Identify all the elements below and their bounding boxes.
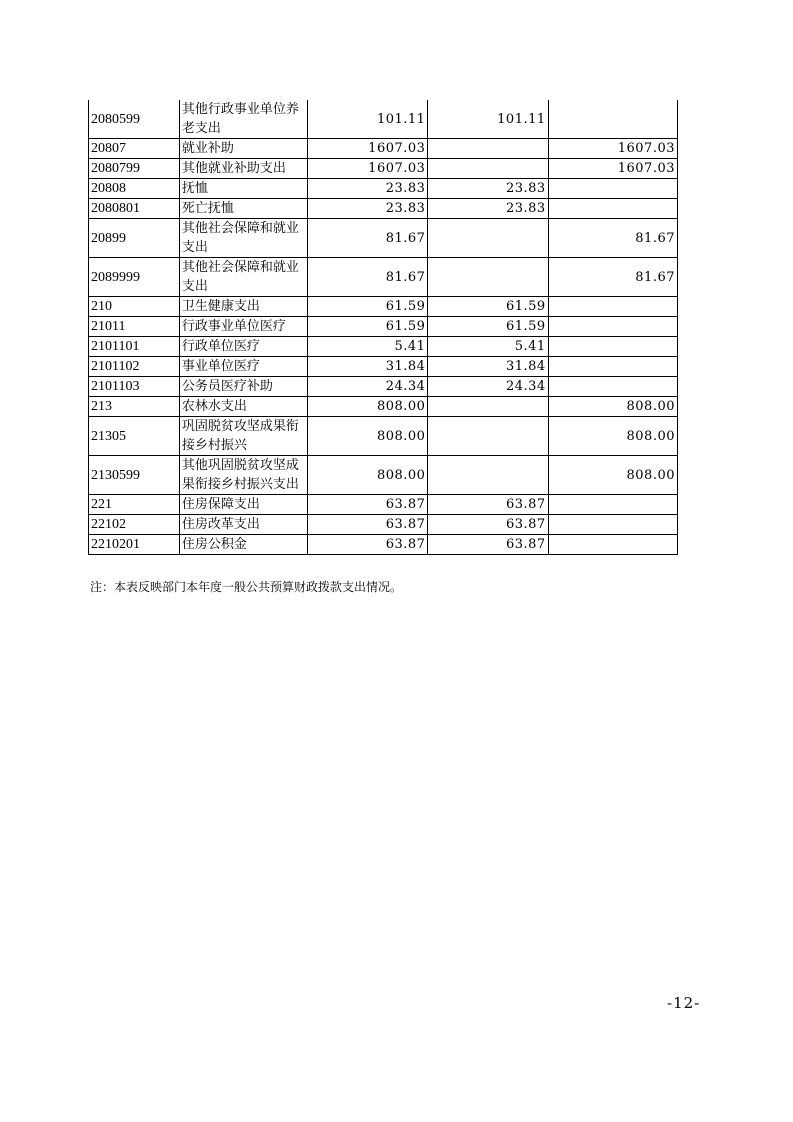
cell-code: 2210201	[89, 535, 180, 555]
cell-code: 21011	[89, 317, 180, 337]
table-row	[89, 495, 678, 515]
cell-name: 其他就业补助支出	[179, 159, 307, 179]
table-row	[89, 297, 678, 317]
cell-name: 农林水支出	[179, 397, 307, 417]
table-row	[89, 199, 678, 219]
cell-project: 81.67	[548, 258, 677, 297]
cell-total: 81.67	[308, 219, 428, 258]
cell-name: 其他行政事业单位养老支出	[179, 100, 307, 139]
table-body	[89, 100, 678, 555]
cell-basic: 24.34	[428, 377, 548, 397]
cell-total: 808.00	[308, 456, 428, 495]
table-row	[89, 417, 678, 456]
table-note: 注：本表反映部门本年度一般公共预算财政拨款支出情况。	[90, 580, 403, 594]
cell-name: 事业单位医疗	[179, 357, 307, 377]
cell-project: 1607.03	[548, 159, 677, 179]
cell-basic: 61.59	[428, 317, 548, 337]
cell-basic	[428, 417, 548, 456]
cell-code: 213	[89, 397, 180, 417]
cell-total: 24.34	[308, 377, 428, 397]
cell-code: 2089999	[89, 258, 180, 297]
cell-project: 808.00	[548, 417, 677, 456]
cell-name: 卫生健康支出	[179, 297, 307, 317]
cell-project	[548, 317, 677, 337]
cell-project: 1607.03	[548, 139, 677, 159]
cell-code: 22102	[89, 515, 180, 535]
cell-code: 2101101	[89, 337, 180, 357]
cell-code: 221	[89, 495, 180, 515]
cell-basic: 101.11	[428, 100, 548, 139]
cell-project: 81.67	[548, 219, 677, 258]
cell-code: 20808	[89, 179, 180, 199]
cell-name: 住房公积金	[179, 535, 307, 555]
cell-name: 巩固脱贫攻坚成果衔接乡村振兴	[179, 417, 307, 456]
cell-basic: 23.83	[428, 199, 548, 219]
cell-total: 63.87	[308, 515, 428, 535]
cell-code: 20899	[89, 219, 180, 258]
cell-code: 2080801	[89, 199, 180, 219]
cell-project: 808.00	[548, 397, 677, 417]
cell-total: 5.41	[308, 337, 428, 357]
table-row	[89, 317, 678, 337]
cell-total: 61.59	[308, 297, 428, 317]
cell-project	[548, 179, 677, 199]
cell-basic	[428, 219, 548, 258]
cell-total: 81.67	[308, 258, 428, 297]
cell-project: 808.00	[548, 456, 677, 495]
cell-project	[548, 495, 677, 515]
cell-total: 808.00	[308, 397, 428, 417]
cell-project	[548, 100, 677, 139]
cell-basic	[428, 397, 548, 417]
table-row	[89, 179, 678, 199]
cell-basic: 31.84	[428, 357, 548, 377]
cell-name: 死亡抚恤	[179, 199, 307, 219]
cell-basic	[428, 159, 548, 179]
cell-total: 808.00	[308, 417, 428, 456]
page-number: -12-	[667, 994, 701, 1012]
cell-name: 住房保障支出	[179, 495, 307, 515]
cell-total: 1607.03	[308, 139, 428, 159]
cell-project	[548, 337, 677, 357]
cell-name: 其他社会保障和就业支出	[179, 258, 307, 297]
cell-total: 23.83	[308, 179, 428, 199]
cell-code: 2101103	[89, 377, 180, 397]
table-row	[89, 337, 678, 357]
cell-project	[548, 199, 677, 219]
table-row	[89, 219, 678, 258]
cell-basic: 5.41	[428, 337, 548, 357]
table-row	[89, 357, 678, 377]
cell-total: 63.87	[308, 495, 428, 515]
cell-project	[548, 535, 677, 555]
cell-basic: 61.59	[428, 297, 548, 317]
cell-name: 其他巩固脱贫攻坚成果衔接乡村振兴支出	[179, 456, 307, 495]
cell-project	[548, 357, 677, 377]
table-row	[89, 139, 678, 159]
cell-basic: 63.87	[428, 515, 548, 535]
cell-basic: 63.87	[428, 535, 548, 555]
cell-name: 住房改革支出	[179, 515, 307, 535]
cell-code: 21305	[89, 417, 180, 456]
cell-total: 63.87	[308, 535, 428, 555]
budget-expenditure-table	[88, 100, 678, 555]
table-row	[89, 100, 678, 139]
cell-code: 2130599	[89, 456, 180, 495]
cell-total: 23.83	[308, 199, 428, 219]
cell-name: 行政事业单位医疗	[179, 317, 307, 337]
table-row	[89, 456, 678, 495]
cell-total: 61.59	[308, 317, 428, 337]
cell-code: 2080599	[89, 100, 180, 139]
cell-project	[548, 297, 677, 317]
cell-basic	[428, 258, 548, 297]
cell-total: 31.84	[308, 357, 428, 377]
table-row	[89, 535, 678, 555]
cell-total: 1607.03	[308, 159, 428, 179]
cell-code: 2080799	[89, 159, 180, 179]
cell-name: 其他社会保障和就业支出	[179, 219, 307, 258]
cell-code: 20807	[89, 139, 180, 159]
cell-project	[548, 377, 677, 397]
cell-basic: 23.83	[428, 179, 548, 199]
cell-name: 就业补助	[179, 139, 307, 159]
table-row	[89, 377, 678, 397]
cell-code: 2101102	[89, 357, 180, 377]
cell-name: 公务员医疗补助	[179, 377, 307, 397]
table-row	[89, 159, 678, 179]
cell-basic	[428, 456, 548, 495]
table-row	[89, 258, 678, 297]
table-row	[89, 515, 678, 535]
cell-basic: 63.87	[428, 495, 548, 515]
cell-total: 101.11	[308, 100, 428, 139]
cell-name: 抚恤	[179, 179, 307, 199]
cell-code: 210	[89, 297, 180, 317]
cell-basic	[428, 139, 548, 159]
cell-name: 行政单位医疗	[179, 337, 307, 357]
cell-project	[548, 515, 677, 535]
table-row	[89, 397, 678, 417]
